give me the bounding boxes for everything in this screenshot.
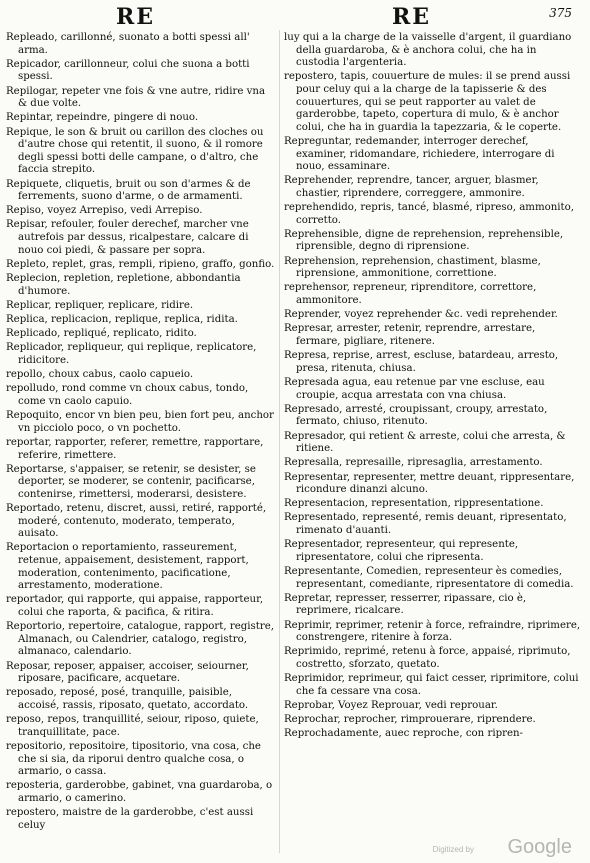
dictionary-entry: Reprehensible, digne de reprehension, reprehensible, riprensible, degno di riprensione. <box>284 228 564 253</box>
dictionary-entry: repolludo, rond comme vn choux cabus, tondo, come vn caolo capuio. <box>6 383 249 407</box>
dictionary-entry: Repicador, carillonneur, colui che suona a botti spessi. <box>6 58 250 83</box>
dictionary-entry: Replicador, repliqueur, qui replique, replicatore, ridicitore. <box>6 342 257 366</box>
dictionary-entry: Replica, replicacion, replique, replica, ridita. <box>6 314 238 325</box>
dictionary-entry: Repiquete, cliquetis, bruit ou son d'armes & de ferrements, suono d'arme, o de armamenti. <box>6 178 251 203</box>
dictionary-entry: Representante, Comedien, representeur ès comedies, representant, comediante, ripresentatore di comedia. <box>284 566 574 590</box>
running-head-left: RE <box>116 4 156 30</box>
dictionary-entry: Representado, representé, remis deuant, ripresentato, rimenato d'auanti. <box>284 512 567 537</box>
dictionary-entry: Replicar, repliquer, replicare, ridire. <box>6 299 194 311</box>
dictionary-entry: Reprobar, Voyez Reprouar, vedi reprouar. <box>284 699 498 711</box>
dictionary-entry: Represador, qui retient & arreste, colui che arresta, & ritiene. <box>284 430 566 455</box>
dictionary-entry: Represalla, represaille, ripresaglia, arrestamento. <box>284 457 543 469</box>
dictionary-entry: luy qui a la charge de la vaisselle d'argent, il guardiano della guardaroba, & è anchora colui, che ha in custodia l'argenteria. <box>284 32 572 69</box>
dictionary-entry: Repleado, carillonné, suonato a botti spessi all' arma. <box>6 32 250 56</box>
dictionary-entry: Represado, arresté, croupissant, croupy, arrestato, fermato, chiuso, ritenuto. <box>284 403 548 428</box>
dictionary-entry: Repoquito, encor vn bien peu, bien fort peu, anchor vn picciolo poco, o vn pochetto. <box>6 410 274 434</box>
dictionary-entry: reprehendido, repris, tancé, blasmé, ripreso, ammonito, corretto. <box>284 202 575 226</box>
dictionary-entry: Represar, arrester, retenir, reprendre, arrestare, fermare, pigliare, ritenere. <box>284 323 536 347</box>
dictionary-entry: Repisar, refouler, fouler derechef, marcher vne autrefois par dessus, ricalpestare, calcare di nouo coi piedi, & passare per sopra. <box>6 219 249 256</box>
google-watermark: Google <box>507 836 572 858</box>
dictionary-entry: Represa, reprise, arrest, escluse, batardeau, arresto, presa, ritenuta, chiusa. <box>284 350 559 374</box>
dictionary-entry: Reprochadamente, auec reproche, con ripren- <box>284 728 524 740</box>
dictionary-entry: repostero, maistre de la garderobbe, c'est aussi celuy <box>6 807 254 831</box>
dictionary-entry: Repique, le son & bruit ou carillon des cloches ou d'autre chose qui retentit, il suono, & il romore degli spessi botti delle campane, o d'altro, che faccia strepito. <box>6 126 264 176</box>
dictionary-entry: Reposar, reposer, appaiser, accoiser, seiourner, riposare, pacificare, acquetare. <box>6 660 249 685</box>
dictionary-entry: repollo, choux cabus, caolo capueio. <box>6 369 194 381</box>
dictionary-entry: Representador, representeur, qui represente, ripresentatore, colui che ripresenta. <box>284 539 519 563</box>
dictionary-entry: Repilogar, repeter vne fois & vne autre, ridire vna & due volte. <box>6 85 266 110</box>
running-head-right: RE <box>392 4 432 30</box>
dictionary-entry: Reprehender, reprendre, tancer, arguer, blasmer, chastier, riprendere, correggere, ammonire. <box>284 175 539 199</box>
dictionary-entry: Reprender, voyez reprehender &c. vedi reprehender. <box>284 309 558 321</box>
dictionary-entry: Reprehension, reprehension, chastiment, blasme, riprensione, ammonitione, correttione. <box>284 255 541 280</box>
dictionary-entry: Reportarse, s'appaiser, se retenir, se desister, se deporter, se moderer, se contenir, pacificarse, contenirse, rimettersi, moderarsi, desistere. <box>6 463 256 500</box>
dictionary-entry: repostero, tapis, couuerture de mules: il se prend aussi pour celuy qui a la charge de la tapisserie & des couuertures, qui se peut rapporter au valet de garderobbe, tapeto, copertura di mulo, & è anchor colui, che ha in guardia la tapezzaria, & le coperte. <box>284 71 571 133</box>
dictionary-entry: reposado, reposé, posé, tranquille, paisible, accoisé, rassis, riposato, quetato, accordato. <box>6 687 249 711</box>
digitized-label: Digitized by <box>432 845 474 854</box>
column-divider <box>279 30 280 853</box>
dictionary-entry: Reprimido, reprimé, retenu à force, appaisé, riprimuto, costretto, sforzato, quetato. <box>284 646 571 670</box>
dictionary-entry: reprehensor, repreneur, riprenditore, correttore, ammonitore. <box>284 282 537 307</box>
dictionary-entry: Represada agua, eau retenue par vne escluse, eau croupie, acqua arrestata con vna chiusa. <box>284 376 545 401</box>
dictionary-entry: Reportorio, repertoire, catalogue, rapport, registre, Almanach, ou Calendrier, catalogo, registro, almanaco, calendario. <box>6 621 274 658</box>
right-column <box>284 32 582 743</box>
dictionary-entry: Repintar, repeindre, pingere di nouo. <box>6 112 199 124</box>
dictionary-entry: Replecion, repletion, repletione, abbondantia d'humore. <box>6 273 241 297</box>
dictionary-entry: reportar, rapporter, referer, remettre, rapportare, referire, rimettere. <box>6 436 264 461</box>
dictionary-entry: reportador, qui rapporte, qui appaise, rapporteur, colui che raporta, & pacifica, & ritira. <box>6 594 264 618</box>
dictionary-entry: Repretar, represser, resserrer, ripassare, cio è, reprimere, ricalcare. <box>284 592 527 617</box>
dictionary-entry: Repreguntar, redemander, interroger derechef, examiner, ridomandare, richiedere, interrogare di nouo, essaminare. <box>284 135 555 173</box>
dictionary-entry: Reportacion o reportamiento, rasseurement, retenue, appaisement, desistement, rapport, moderation, contenimento, pacificatione, arrestamento, moderatione. <box>6 542 249 592</box>
dictionary-entry: Reprochar, reprocher, rimprouerare, riprendere. <box>284 714 536 726</box>
dictionary-entry: Representacion, representation, rippresentatione. <box>284 498 544 510</box>
dictionary-entry: Repleto, replet, gras, rempli, ripieno, graffo, gonfio. <box>6 258 275 270</box>
dictionary-entry: repositorio, repositoire, tipositorio, vna cosa, che che si sia, da riporui dentro qualche cosa, o armario, o cassa. <box>6 740 261 778</box>
dictionary-entry: reposo, repos, tranquillité, seiour, riposo, quiete, tranquillitate, pace. <box>6 714 259 738</box>
left-column <box>6 32 276 834</box>
dictionary-entry: Reportado, retenu, discret, aussi, retiré, rapporté, moderé, contenuto, moderato, temperato, auisato. <box>6 503 267 540</box>
dictionary-entry: reposteria, garderobbe, gabinet, vna guardaroba, o armario, o camerino. <box>6 780 273 804</box>
dictionary-entry: Replicado, repliqué, replicato, ridito. <box>6 328 197 340</box>
dictionary-entry: Reprimidor, reprimeur, qui faict cesser, riprimitore, colui che fa cessare vna cosa. <box>284 673 579 697</box>
dictionary-entry: Repiso, voyez Arrepiso, vedi Arrepiso. <box>6 205 203 217</box>
dictionary-entry: Reprimir, reprimer, retenir à force, refraindre, riprimere, constrengere, ritenire à forza. <box>284 619 581 644</box>
page-number: 375 <box>549 6 572 20</box>
dictionary-entry: Representar, representer, mettre deuant, rippresentare, ricondure dinanzi alcuno. <box>284 471 575 496</box>
